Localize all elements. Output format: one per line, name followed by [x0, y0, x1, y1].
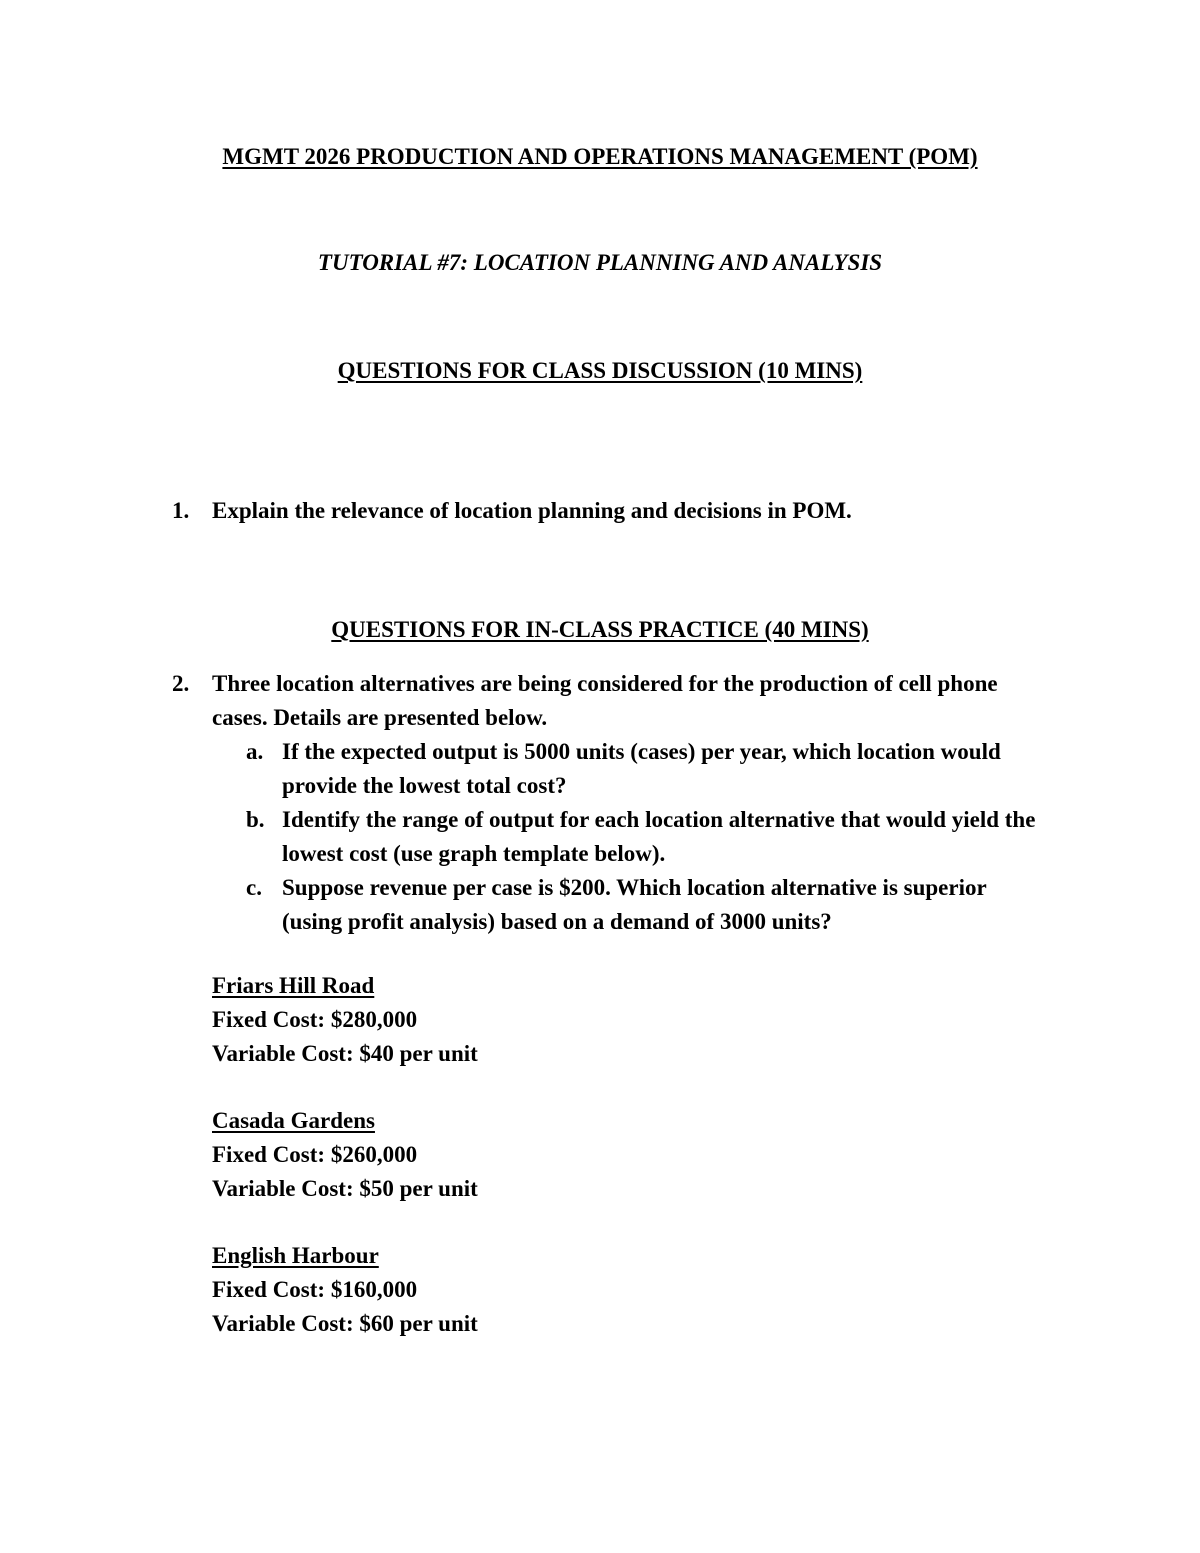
course-title-text: MGMT 2026 PRODUCTION AND OPERATIONS MANAGEMENT (POM)	[222, 144, 978, 169]
discussion-heading-text: QUESTIONS FOR CLASS DISCUSSION (10 MINS)	[337, 358, 863, 383]
part-text: Suppose revenue per case is $200. Which location alternative is superior (using profit analysis) based on a demand of 3000 units?	[282, 875, 987, 934]
question-number: 2.	[172, 671, 190, 696]
part-letter: c.	[246, 875, 262, 900]
question-2-parts	[246, 735, 1036, 939]
location-name: English Harbour	[212, 1243, 379, 1268]
question-number: 1.	[172, 498, 190, 523]
part-text: If the expected output is 5000 units (cases) per year, which location would provide the lowest total cost?	[282, 739, 1001, 798]
location-name: Casada Gardens	[212, 1108, 375, 1133]
part-text: Identify the range of output for each location alternative that would yield the lowest cost (use graph template below).	[282, 807, 1036, 866]
location-name: Friars Hill Road	[212, 973, 375, 998]
question-part-b	[246, 803, 1036, 871]
discussion-heading	[0, 356, 1200, 386]
question-1	[172, 494, 1032, 528]
location-fixed-cost: Fixed Cost: $280,000	[212, 1007, 418, 1032]
question-part-a	[246, 735, 1036, 803]
location-fixed-cost: Fixed Cost: $160,000	[212, 1277, 418, 1302]
location-english-harbour	[212, 1239, 912, 1341]
question-2	[172, 667, 1032, 735]
question-text: Explain the relevance of location planning and decisions in POM.	[212, 498, 852, 523]
part-letter: b.	[246, 807, 265, 832]
course-title	[0, 142, 1200, 172]
question-part-c	[246, 871, 1036, 939]
question-text: Three location alternatives are being considered for the production of cell phone cases. Details are presented below.	[212, 671, 998, 730]
location-variable-cost: Variable Cost: $50 per unit	[212, 1176, 478, 1201]
practice-heading-text: QUESTIONS FOR IN-CLASS PRACTICE (40 MINS)	[331, 617, 869, 642]
location-variable-cost: Variable Cost: $40 per unit	[212, 1041, 478, 1066]
location-friars-hill-road	[212, 969, 912, 1071]
tutorial-title-text: TUTORIAL #7: LOCATION PLANNING AND ANALYSIS	[317, 250, 883, 275]
location-casada-gardens	[212, 1104, 912, 1206]
location-variable-cost: Variable Cost: $60 per unit	[212, 1311, 478, 1336]
practice-heading	[0, 615, 1200, 645]
tutorial-title	[0, 248, 1200, 278]
location-fixed-cost: Fixed Cost: $260,000	[212, 1142, 418, 1167]
part-letter: a.	[246, 739, 264, 764]
